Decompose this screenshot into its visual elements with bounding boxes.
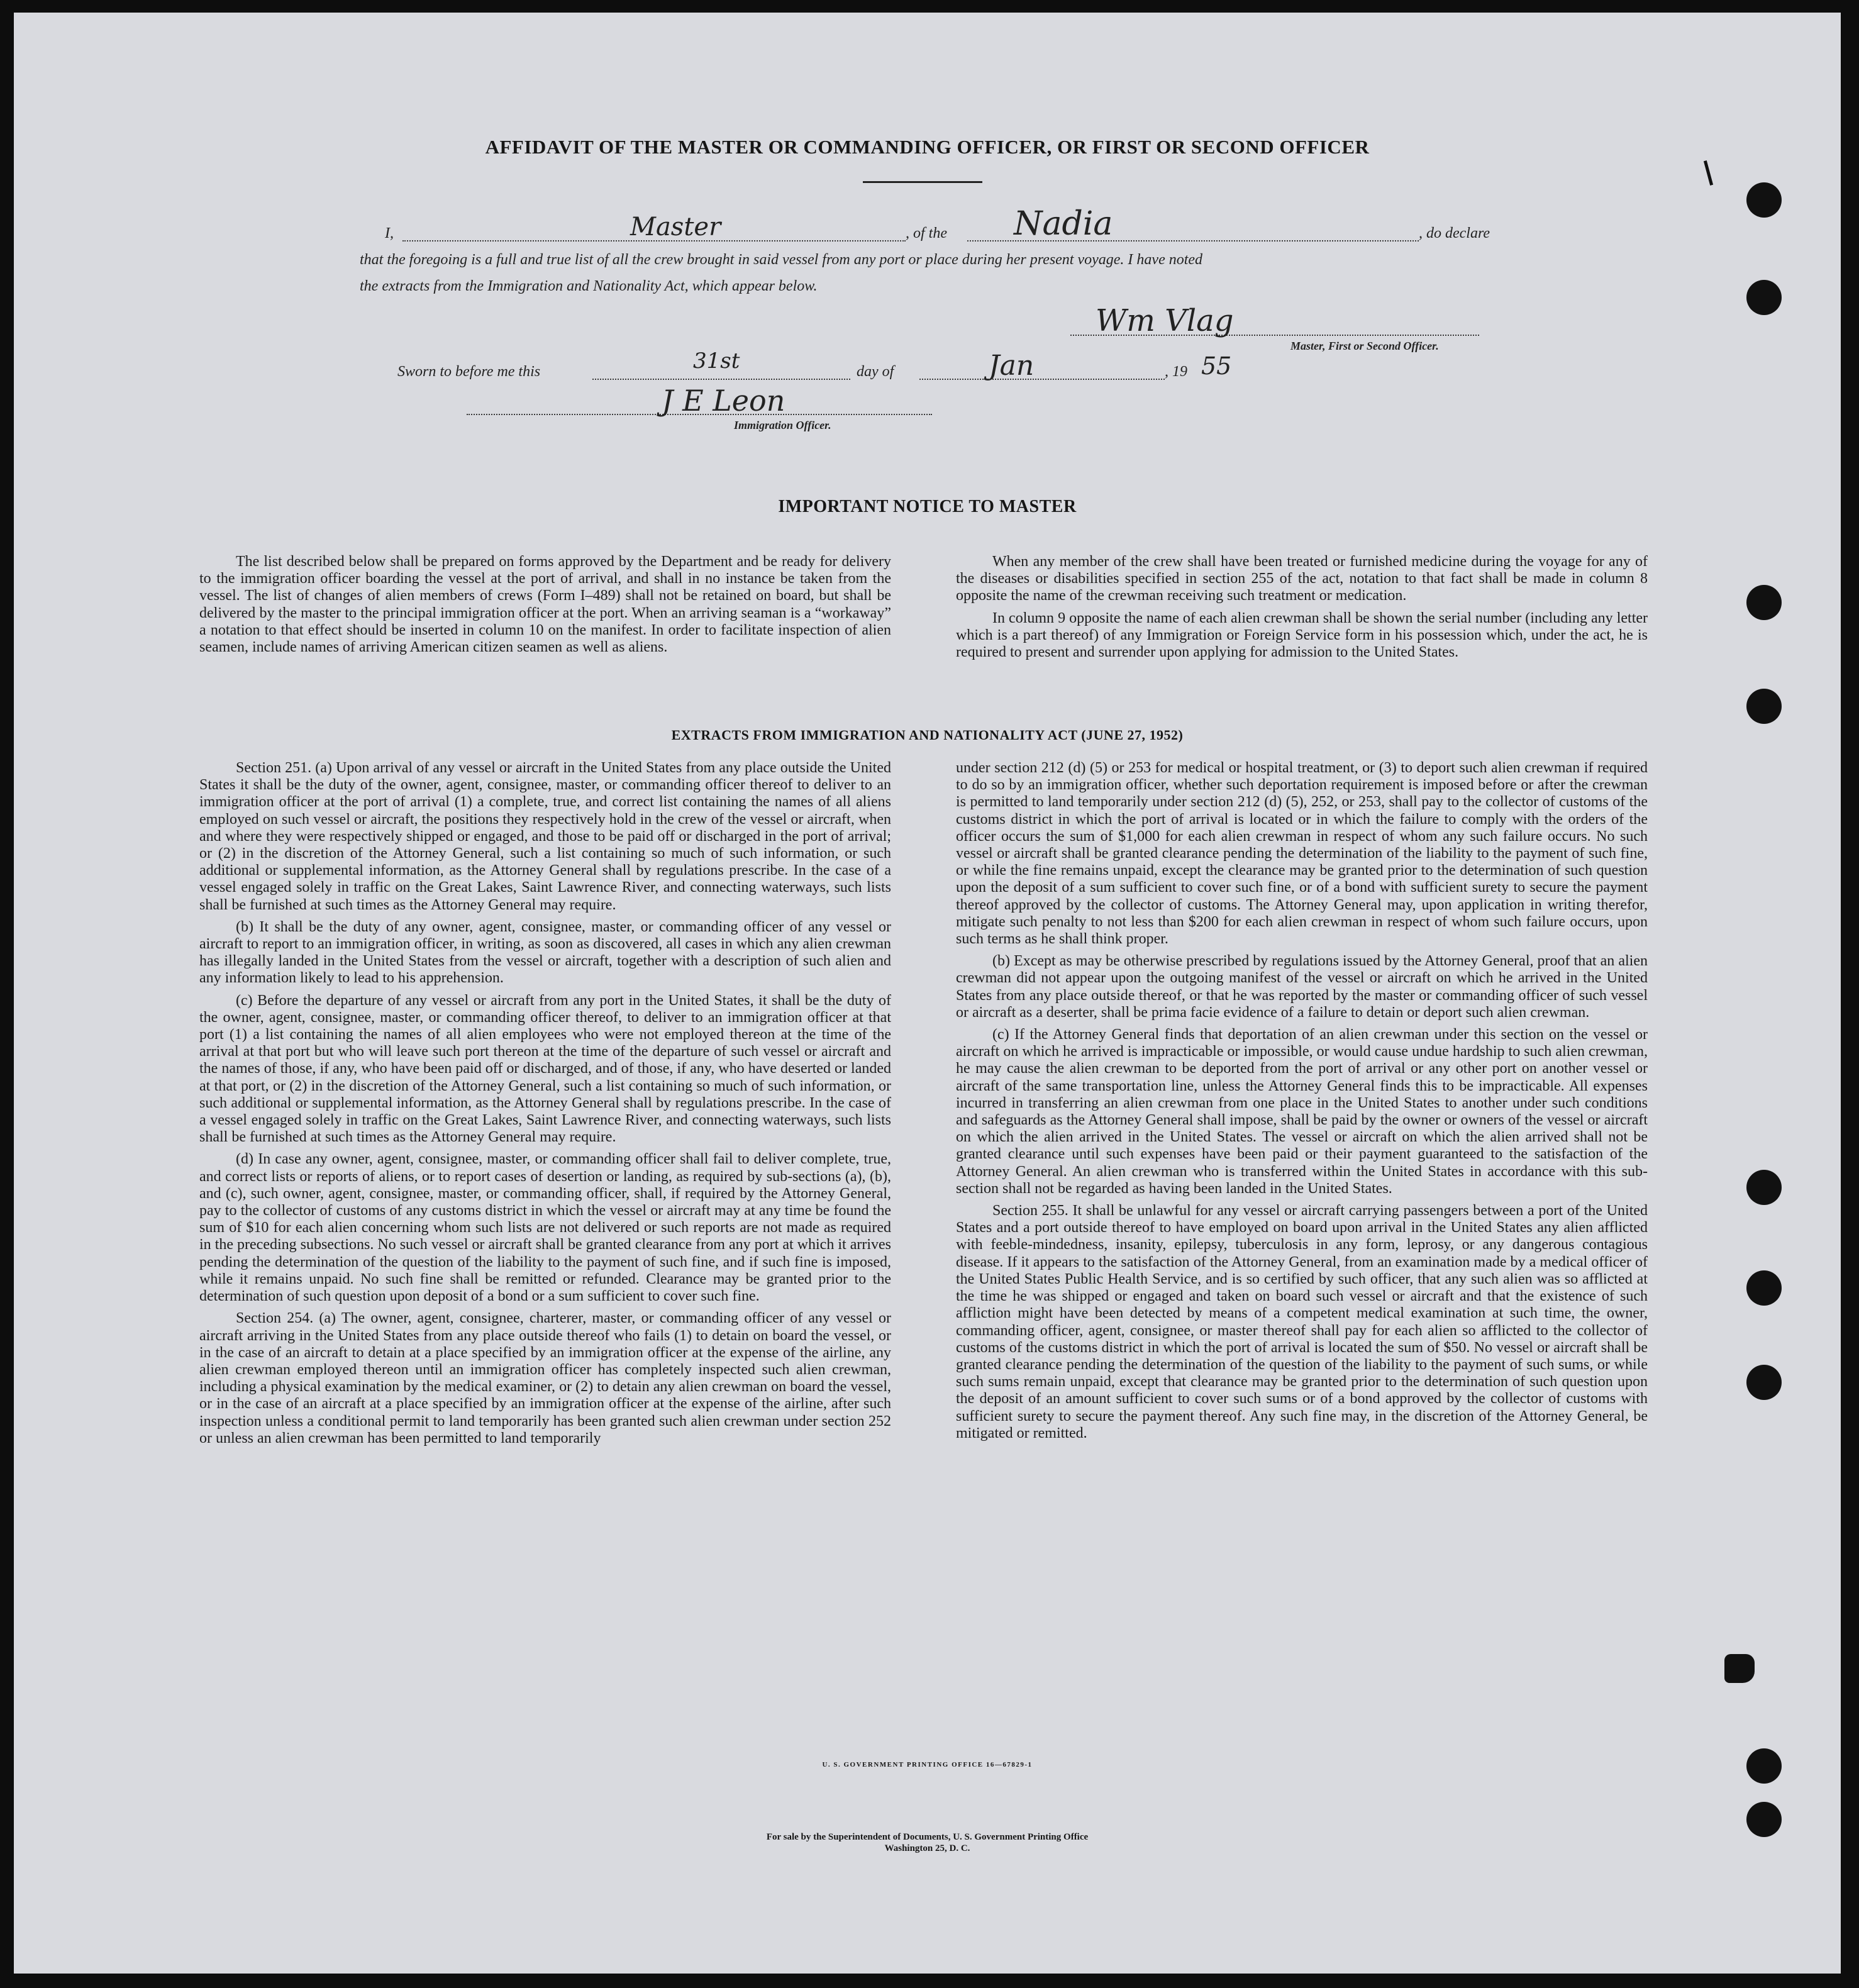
binder-hole: [1746, 1748, 1782, 1784]
binder-hole: [1746, 585, 1782, 620]
notice-right-paragraph-1: When any member of the crew shall have been treated or furnished medicine during the voyage for any of the diseases or disabilities specified in section 255 of the act, notation to that fact shall be made in column 8 opposite the name of the crewman receiving such treatment or medication.: [956, 553, 1648, 604]
of-the-label: , of the: [906, 225, 947, 242]
section-251-b: (b) It shall be the duty of any owner, agent, consignee, master, or commanding officer of any vessel or aircraft to report to an immigration officer, in writing, as soon as discovered, all cases in which any alien crewman has illegally landed in the United States from the vessel or aircraft, together with a description of such alien and any information likely to lead to his apprehension.: [199, 918, 891, 987]
immigration-signature-handwritten: J E Leon: [662, 384, 785, 418]
section-255: Section 255. It shall be unlawful for any vessel or aircraft carrying passengers between a port of the United States and a port outside thereof to have employed on board upon arrival in the United States any alien afflicted with feeble-mindedness, insanity, epilepsy, tuberculosis in any form, leprosy, or any dangerous contagious disease. If it appears to the satisfaction of the Attorney General, from an examination made by a medical officer of the United States Public Health Service, and is so certified by such officer, that any such alien was so afflicted at the time he was shipped or engaged and taken on board such vessel or aircraft and that the existence of such affliction might have been detected by means of a competent medical examination at such time, the owner, commanding officer, agent, consignee, or master thereof shall pay for each alien so afflicted to the collector of customs of the customs district in which the port of arrival is located the sum of $50. No vessel or aircraft shall be granted clearance pending the determination of the question of the liability to the payment of such sums, or while such sums remain unpaid, except that clearance may be granted prior to the determination of such question upon the deposit of an amount sufficient to cover such sums or of a bond approved by the collector of customs with sufficient surety to secure the payment thereof. Any such fine may, in the discretion of the Attorney General, be mitigated or remitted.: [956, 1202, 1648, 1441]
section-254-c: (c) If the Attorney General finds that deportation of an alien crewman under this section on the vessel or aircraft on which he arrived is impracticable or impossible, or would cause undue hardship to such alien crewman, he may cause the alien crewman to be deported from the port of arrival or any other port on another vessel or aircraft of the same transportation line, unless the Attorney General finds this to be impracticable. All expenses incurred in transferring an alien crewman from one place in the United States to another under such conditions and safeguards as the Attorney General shall impose, shall be paid by the owner or owners of the vessel or aircraft on which the alien arrived in the United States. The vessel or aircraft on which the alien arrived shall not be granted clearance until such expenses have been paid or their payment guaranteed to the satisfaction of the Attorney General. An alien crewman who is transferred within the United States in accordance with this sub-section shall not be regarded as having been landed in the United States.: [956, 1026, 1648, 1197]
section-254-b: (b) Except as may be otherwise prescribed by regulations issued by the Attorney General, proof that an alien crewman did not appear upon the outgoing manifest of the vessel or aircraft on which he arrived in the United States from any place outside thereof, or that he was reported by the master or commanding officer of such vessel or aircraft as a deserter, shall be prima facie evidence of a failure to detain or deport such alien crewman.: [956, 953, 1648, 1021]
month-handwritten: Jan: [989, 350, 1035, 382]
vessel-name-handwritten: Nadia: [1014, 205, 1113, 243]
section-251-d: (d) In case any owner, agent, consignee, master, or commanding officer shall fail to deliver complete, true, and correct lists or reports of aliens, or to report cases of desertion or landing, as required by sub-sections (a), (b), and (c), such owner, agent, consignee, master, or commanding officer, shall, if required by the Attorney General, pay to the collector of customs of any customs district in which the vessel or aircraft may at any time be found the sum of $10 for each alien concerning whom such lists are not delivered or such reports are not made as required in the preceding subsections. No such vessel or aircraft shall be granted clearance from any port at which it arrives pending the determination of the question of the liability to the payment of such fine, and if such fine is imposed, while it remains unpaid. No such fine shall be remitted or refunded. Clearance may be granted prior to the determination of such question upon deposit of a bond or a sum sufficient to cover such fine.: [199, 1151, 891, 1305]
binder-hole: [1746, 1270, 1782, 1306]
declare-label: , do declare: [1419, 225, 1490, 242]
section-251-a: Section 251. (a) Upon arrival of any vessel or aircraft in the United States from any place outside the United States it shall be the duty of the owner, agent, consignee, master, or commanding officer thereof to deliver to an immigration officer at the port of arrival (1) a complete, true, and correct list containing the names of all aliens employed on such vessel or aircraft, the positions they respectively hold in the crew of the vessel or aircraft, when and where they were respectively shipped or engaged, and those to be paid off or discharged in the port of arrival; or (2) in the discretion of the Attorney General, such a list containing so much of such information, or such additional or supplemental information, as the Attorney General shall by regulations prescribe. In the case of a vessel engaged solely in traffic on the Great Lakes, Saint Lawrence River, and connecting waterways, such lists shall be furnished at such times as the Attorney General may require.: [199, 760, 891, 913]
binder-hole: [1746, 689, 1782, 724]
binder-hole: [1746, 1170, 1782, 1205]
officer-name-handwritten: Master: [630, 213, 721, 242]
notice-left-paragraph: The list described below shall be prepared on forms approved by the Department and be ready for delivery to the immigration officer boarding the vessel at the port of arrival, and shall in no instance be taken from the vessel. The list of changes of alien members of crews (Form I–489) shall not be retained on board, but shall be delivered by the master to the principal immigration officer at the port. When an arriving seaman is a “workaway” a notation to that effect should be inserted in column 10 on the manifest. In order to facilitate inspection of alien seamen, include names of arriving American citizen seamen as well as aliens.: [199, 553, 891, 656]
notice-right-column: [956, 553, 1648, 666]
sworn-label: Sworn to before me this: [397, 364, 541, 380]
day-handwritten: 31st: [693, 348, 740, 374]
section-254-a: Section 254. (a) The owner, agent, consignee, charterer, master, or commanding officer of any vessel or aircraft arriving in the United States from any place outside thereof who fails (1) to detain on board the vessel, or in the case of an aircraft to detain at a place specified by an immigration officer at the expense of the airline, any alien crewman employed thereon until an immigration officer has completely inspected such alien crewman, including a physical examination by the medical examiner, or (2) to detain any alien crewman on board the vessel, or in the case of an aircraft at a place specified by an immigration officer at the expense of the airline, after such inspection unless a conditional permit to land temporarily has been granted such alien crewman under section 252 or unless an alien crewman has been permitted to land temporarily: [199, 1310, 891, 1447]
notice-title: IMPORTANT NOTICE TO MASTER: [778, 497, 1077, 516]
binder-hole: [1746, 1802, 1782, 1837]
title-divider: [863, 181, 982, 183]
i-label: I,: [385, 225, 394, 242]
extracts-right-column: [956, 760, 1648, 1447]
immigration-officer-caption: Immigration Officer.: [734, 419, 831, 431]
extracts-title: EXTRACTS FROM IMMIGRATION AND NATIONALITY ACT (JUNE 27, 1952): [671, 727, 1184, 743]
sale-note-line-1: For sale by the Superintendent of Documents, U. S. Government Printing Office: [766, 1832, 1089, 1842]
extracts-left-column: [199, 760, 891, 1452]
notice-left-column: [199, 553, 891, 661]
sale-note-line-2: Washington 25, D. C.: [884, 1843, 970, 1853]
binder-hole: [1746, 1365, 1782, 1400]
pencil-mark: [1704, 160, 1713, 186]
year-prefix: , 19: [1165, 364, 1187, 380]
notice-right-paragraph-2: In column 9 opposite the name of each alien crewman shall be shown the serial number (including any letter which is a part thereof) of any Immigration or Foreign Service form in his possession which, under the act, he is required to present and surrender upon applying for admission to the United States.: [956, 609, 1648, 661]
binder-hole: [1746, 182, 1782, 218]
day-line: [592, 379, 850, 380]
officer-signature-handwritten: Wm Vlag: [1096, 303, 1234, 338]
section-254-a-continued: under section 212 (d) (5) or 253 for medical or hospital treatment, or (3) to deport such alien crewman if required to do so by an immigration officer, whether such deportation requirement is imposed before or after the crewman is permitted to land temporarily under section 212 (d) (5), 252, or 253, shall pay to the collector of customs of the customs district in which the port of arrival is located or in which the failure to comply with the orders of the officer occurs the sum of $1,000 for each alien crewman in respect of whom any such failure occurs. No such vessel or aircraft shall be granted clearance pending the determination of the liability to the payment of such fine, or while the fine remains unpaid, except the clearance may be granted prior to the determination of such question upon the deposit of a sum sufficient to cover such fine, or of a bond with sufficient surety to secure the payment thereof approved by the collector of customs. The Attorney General may, upon application in writing therefor, mitigate such penalty to not less than $200 for each alien crewman in respect of whom such failure occurs, upon such terms as he shall think proper.: [956, 760, 1648, 948]
declaration-line-1: that the foregoing is a full and true list of all the crew brought in said vessel from any port or place during her present voyage. I have noted: [360, 252, 1203, 268]
section-251-c: (c) Before the departure of any vessel or aircraft from any port in the United States, it shall be the duty of the owner, agent, consignee, master, or commanding officer thereof, to deliver to an immigration officer at that port (1) a list containing the names of all alien employees who were not employed thereon at the time of the arrival at that port but who will leave such port thereon at the time of the departure of such vessel or aircraft and the names of those, if any, who have been paid off or discharged, and of those, if any, who have deserted or landed at that port, or (2) in the discretion of the Attorney General, such a list containing so much of such information, or such additional or supplemental information, as the Attorney General shall by regulations prescribe. In the case of a vessel engaged solely in traffic on the Great Lakes, Saint Lawrence River, and connecting waterways, such lists shall be furnished at such times as the Attorney General may require.: [199, 992, 891, 1146]
officer-signature-caption: Master, First or Second Officer.: [1290, 340, 1439, 352]
document-page: [14, 13, 1841, 1974]
declaration-line-2: the extracts from the Immigration and Nationality Act, which appear below.: [360, 278, 818, 294]
staple-mark: [1724, 1654, 1755, 1683]
month-line: [919, 379, 1165, 380]
year-handwritten: 55: [1201, 352, 1232, 380]
binder-hole: [1746, 280, 1782, 315]
day-of-label: day of: [857, 364, 894, 380]
affidavit-title: AFFIDAVIT OF THE MASTER OR COMMANDING OFFICER, OR FIRST OR SECOND OFFICER: [485, 136, 1370, 158]
printing-office-note: U. S. GOVERNMENT PRINTING OFFICE 16—67829-1: [822, 1761, 1033, 1769]
